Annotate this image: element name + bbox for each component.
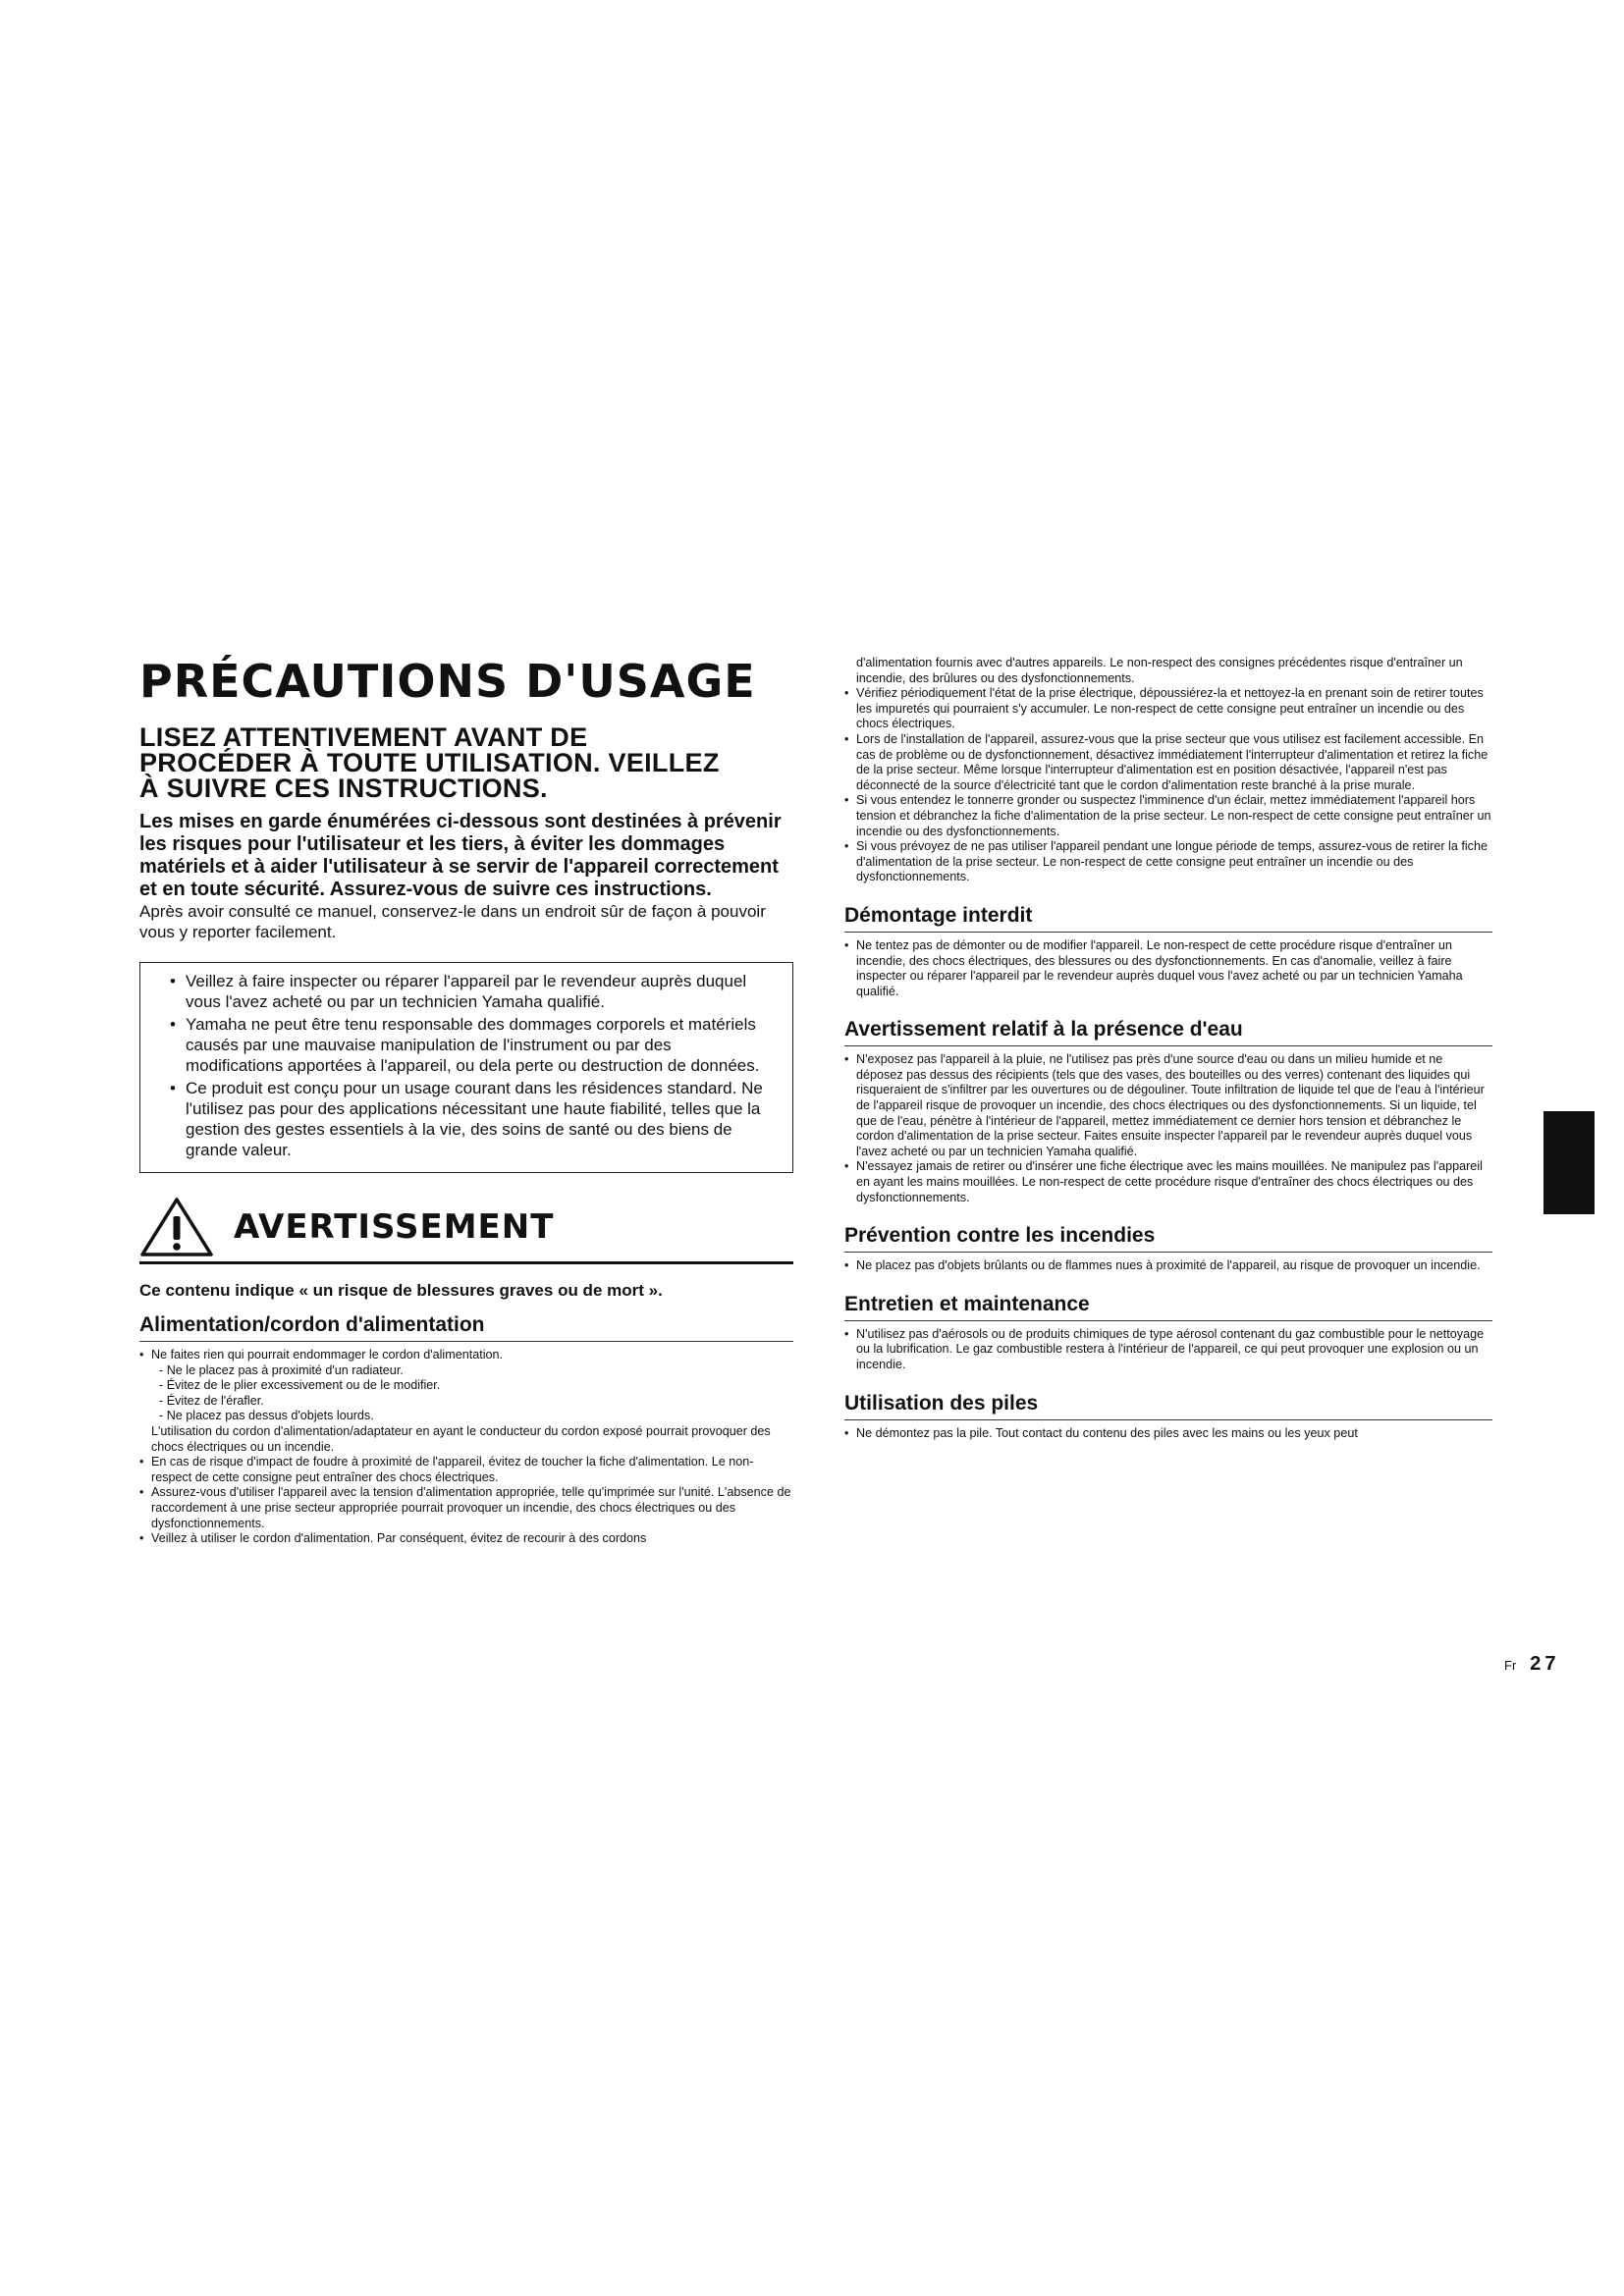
list-item: • Ne tentez pas de démonter ou de modifier l'appareil. Le non-respect de cette procédure risque d'entraîner un incendie, des chocs électriques, des blessures ou des dysfonctionnements. En cas d'anomalie, veillez à faire inspecter ou réparer l'appareil par le revendeur auprès duquel vous l'avez acheté ou par un technicien Yamaha qualifié. (844, 938, 1492, 999)
subtitle-line: À SUIVRE CES INSTRUCTIONS. (139, 774, 548, 803)
section-heading: Démontage interdit (844, 903, 1492, 933)
warning-triangle-icon (139, 1197, 214, 1257)
list-item: • Assurez-vous d'utiliser l'appareil avec la tension d'alimentation appropriée, telle qu'imprimée sur l'unité. L'absence de raccordement à une prise secteur appropriée pourrait provoquer un incendie, des chocs électriques ou des dysfonctionnements. (139, 1485, 793, 1531)
section-heading: Alimentation/cordon d'alimentation (139, 1312, 793, 1342)
sub-item: - Évitez de l'érafler. (159, 1393, 264, 1408)
subtitle-line: LISEZ ATTENTIVEMENT AVANT DE (139, 722, 588, 752)
list-item: • N'exposez pas l'appareil à la pluie, ne l'utilisez pas près d'une source d'eau ou dans un milieu humide et ne déposez pas dessus des récipients (tels que des vases, des bouteilles ou des verres) contenant des liquides qui risqueraient de s'infiltrer par les ouvertures ou de dégouliner. Toute infiltration de liquide tel que de l'eau à l'intérieur de l'appareil risque de provoquer un incendie, des chocs électriques ou des dysfonctionnements. Si un liquide, tel que de l'eau, pénètre à l'intérieur de l'appareil, mettez immédiatement ce dernier hors tension et débranchez le cordon d'alimentation de la prise secteur. Faites ensuite inspecter l'appareil par le revendeur auprès duquel vous l'avez acheté ou par un technicien Yamaha qualifié. (844, 1052, 1492, 1159)
warning-header (139, 1197, 793, 1264)
page-footer (1504, 1653, 1560, 1676)
list-item: • N'utilisez pas d'aérosols ou de produits chimiques de type aérosol contenant du gaz combustible pour le nettoyage ou la lubrification. Le gaz combustible restera à l'intérieur de l'appareil, ce qui peut provoquer une explosion ou un incendie. (844, 1327, 1492, 1373)
notice-item: • Ce produit est conçu pour un usage courant dans les résidences standard. Ne l'utilisez pas pour des applications nécessitant une haute fiabilité, telles que la gestion des gestes essentiels à la vie, des soins de santé ou des biens de grande valeur. (164, 1078, 773, 1160)
list-item: • N'essayez jamais de retirer ou d'insérer une fiche électrique avec les mains mouillées. Ne manipulez pas l'appareil en ayant les mains mouillées. Le non-respect de cette procédure risque d'entraîner des chocs électriques ou des dysfonctionnements. (844, 1159, 1492, 1205)
sub-item: - Ne placez pas dessus d'objets lourds. (159, 1409, 374, 1423)
thumb-index-tab (1543, 1111, 1595, 1214)
list-item: • Ne démontez pas la pile. Tout contact du contenu des piles avec les mains ou les yeux peut (844, 1426, 1492, 1442)
section-heading: Prévention contre les incendies (844, 1223, 1492, 1253)
list-item: • Ne placez pas d'objets brûlants ou de flammes nues à proximité de l'appareil, au risque de provoquer un incendie. (844, 1258, 1492, 1274)
notice-box (139, 962, 793, 1173)
left-column (139, 656, 793, 1561)
list-item: • Si vous prévoyez de ne pas utiliser l'appareil pendant une longue période de temps, assurez-vous de retirer la fiche d'alimentation de la prise secteur. Le non-respect de cette consigne peut entraîner un incendie ou des dysfonctionnements. (844, 839, 1492, 885)
language-label: Fr (1504, 1658, 1517, 1673)
subtitle (139, 724, 793, 801)
section-batteries (844, 1391, 1492, 1442)
sub-item: - Évitez de le plier excessivement ou de le modifier. (159, 1378, 441, 1393)
subtitle-line: PROCÉDER À TOUTE UTILISATION. VEILLEZ (139, 748, 720, 777)
section-heading: Utilisation des piles (844, 1391, 1492, 1420)
intro-text: Les mises en garde énumérées ci-dessous sont destinées à prévenir les risques pour l'utilisateur et les tiers, à éviter les dommages matériels et à aider l'utilisateur à se servir de l'appareil correctement et en toute sécurité. Assurez-vous de suivre ces instructions. (139, 811, 782, 900)
page-number: 27 (1530, 1653, 1560, 1675)
section-heading: Entretien et maintenance (844, 1292, 1492, 1321)
section-fire (844, 1223, 1492, 1274)
list-item-continued: d'alimentation fournis avec d'autres appareils. Le non-respect des consignes précédentes risque d'entraîner un incendie, des brûlures ou des dysfonctionnements. (856, 656, 1463, 685)
section-heading: Avertissement relatif à la présence d'eau (844, 1017, 1492, 1046)
section-maintenance (844, 1292, 1492, 1373)
list-item: • Si vous entendez le tonnerre gronder ou suspectez l'imminence d'un éclair, mettez immédiatement l'appareil hors tension et débranchez la fiche d'alimentation de la prise secteur. Le non-respect de cette consigne peut entraîner un incendie ou des dysfonctionnements. (844, 793, 1492, 839)
sub-item: - Ne le placez pas à proximité d'un radiateur. (159, 1362, 404, 1377)
list-item: • Vérifiez périodiquement l'état de la prise électrique, dépoussiérez-la et nettoyez-la en prenant soin de retirer toutes les impuretés qui pourraient s'y accumuler. Le non-respect de cette consigne peut entraîner un incendie ou des chocs électriques. (844, 686, 1492, 732)
item-text: Ne faites rien qui pourrait endommager le cordon d'alimentation. (151, 1348, 504, 1362)
list-item: • Lors de l'installation de l'appareil, assurez-vous que la prise secteur que vous utilisez est facilement accessible. En cas de problème ou de dysfonctionnement, désactivez immédiatement l'interrupteur d'alimentation et retirez la fiche de la prise secteur. Même lorsque l'interrupteur d'alimentation est en position désactivée, l'appareil n'est pas déconnecté de la source d'électricité tant que le cordon d'alimentation reste branché à la prise murale. (844, 732, 1492, 793)
section-power (139, 1312, 793, 1547)
list-item (139, 1348, 793, 1455)
item-extra-text: L'utilisation du cordon d'alimentation/adaptateur en ayant le conducteur du cordon exposé pourrait provoquer des chocs électriques ou un incendie. (151, 1423, 771, 1454)
right-column (844, 656, 1492, 1459)
notice-item: • Yamaha ne peut être tenu responsable des dommages corporels et matériels causés par une mauvaise manipulation de l'instrument ou par des modifications apportées à l'appareil, ou dela perte ou destruction de données. (164, 1014, 773, 1076)
section-water (844, 1017, 1492, 1205)
page-title: PRÉCAUTIONS D'USAGE (139, 655, 756, 708)
warning-description: Ce contenu indique « un risque de blessures graves ou de mort ». (139, 1281, 663, 1300)
section-power-continued (844, 656, 1492, 885)
list-item: • En cas de risque d'impact de foudre à proximité de l'appareil, évitez de toucher la fiche d'alimentation. Le non-respect de cette consigne peut entraîner des chocs électriques. (139, 1455, 793, 1485)
notice-item: • Veillez à faire inspecter ou réparer l'appareil par le revendeur auprès duquel vous l'avez acheté ou par un technicien Yamaha qualifié. (164, 971, 773, 1012)
warning-title: AVERTISSEMENT (234, 1207, 555, 1247)
section-disassembly (844, 903, 1492, 999)
keep-manual-note: Après avoir consulté ce manuel, conservez-le dans un endroit sûr de façon à pouvoir vous y reporter facilement. (139, 902, 766, 941)
list-item: • Veillez à utiliser le cordon d'alimentation. Par conséquent, évitez de recourir à des cordons (139, 1531, 793, 1547)
